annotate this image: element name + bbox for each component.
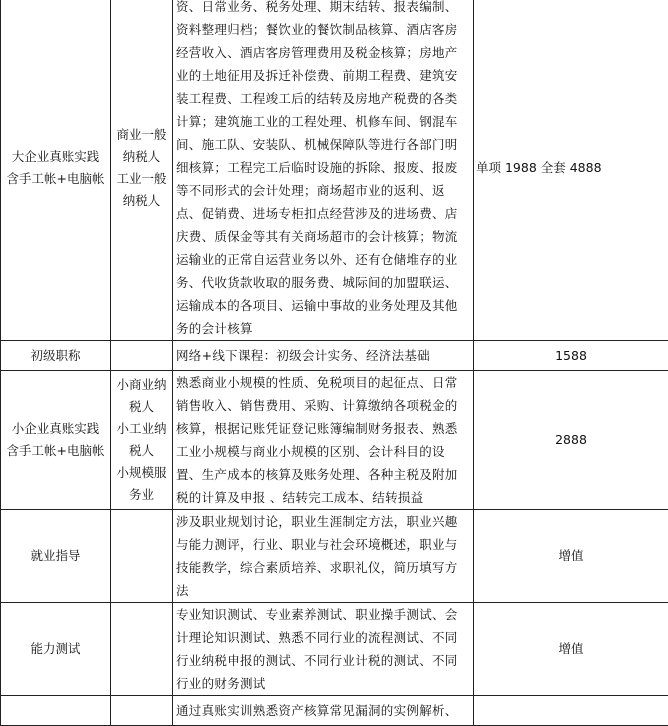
course-content-cell: 网络+线下课程：初级会计实务、经济法基础 (173, 341, 474, 371)
course-name-cell: 小企业真账实践 含手工帐+电脑帐 (1, 371, 111, 510)
course-content-cell: 资、日常业务、税务处理、期末结转、报表编制、资料整理归档；餐饮业的餐饮制品核算、酒店客房经营收入、酒店客房管理费用及税金核算；房地产业的土地征用及拆迁补偿费、前期工程费、建筑安装工程费、工程竣工后的结转及房地产税费的各类计算；建筑施工业的工程处理、机修车间、钢混车间、施工队、安装队、机械保障队等进行各部门明细核算；工程完工后临时设施的拆除、报废、报废等不同形式的会计处理；商场超市业的返利、返点、促销费、进场专柜扣点经营涉及的进场费、店庆费、质保金等其有关商场超市的会计核算；物流运输业的正常自运营业务以外、还有仓储堆存的业务、代收货款收取的服务费、城际间的加盟联运、运输成本的各项目、运输中事故的业务处理及其他务的会计核算 (173, 0, 474, 341)
taxpayer-type-cell (111, 510, 173, 603)
price-cell: 增值 (474, 603, 668, 696)
taxpayer-type-cell: 小商业纳 税人 小工业纳 税人 小规模服 务业 (111, 371, 173, 510)
table-row (1, 603, 668, 696)
taxpayer-type-cell: 商业一般 纳税人 工业一般 纳税人 (111, 0, 173, 341)
taxpayer-type-cell (111, 696, 173, 726)
price-cell: 1588 (474, 341, 668, 371)
course-name-cell: 初级职称 (1, 341, 111, 371)
table-row (1, 0, 668, 341)
table-row (1, 510, 668, 603)
price-cell (474, 696, 668, 726)
course-name-cell (1, 696, 111, 726)
course-content-cell: 熟悉商业小规模的性质、免税项目的起征点、日常销售收入、销售费用、采购、计算缴纳各项税金的核算，根据记账凭证登记账簿编制财务报表、熟悉工业小规模与商业小规模的区别、会计科目的设置、生产成本的核算及账务处理、各种主税及附加税的计算及申报 、结转完工成本、结转损益 (173, 371, 474, 510)
price-cell: 2888 (474, 371, 668, 510)
course-name-cell: 就业指导 (1, 510, 111, 603)
table-row (1, 341, 668, 371)
taxpayer-type-cell (111, 341, 173, 371)
course-content-cell: 涉及职业规划讨论，职业生涯制定方法，职业兴趣与能力测评，行业、职业与社会环境概述，职业与技能教学，综合素质培养、求职礼仪，简历填写方法 (173, 510, 474, 603)
price-cell: 增值 (474, 510, 668, 603)
course-content-cell: 专业知识测试、专业素养测试、职业操手测试、会计理论知识测试、熟悉不同行业的流程测试、不同行业纳税申报的测试、不同行业计税的测试、不同行业的财务测试 (173, 603, 474, 696)
table-row (1, 371, 668, 510)
taxpayer-type-cell (111, 603, 173, 696)
table-row (1, 696, 668, 726)
course-name-cell: 能力测试 (1, 603, 111, 696)
course-content-cell: 通过真账实训熟悉资产核算常见漏洞的实例解析、 (173, 696, 474, 726)
course-name-cell: 大企业真账实践 含手工帐+电脑帐 (1, 0, 111, 341)
price-cell: 单项 1988 全套 4888 (474, 0, 668, 341)
